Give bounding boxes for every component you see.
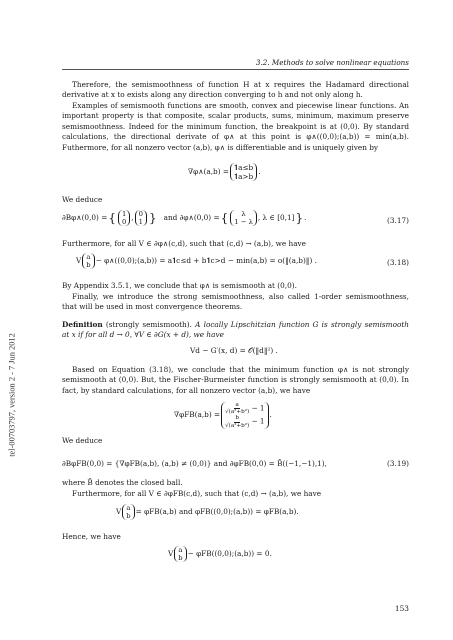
matrix-grad-fb: $\frac{a}{\text{√(a²+b²)}}$ − 1 $\frac{b}{\text{√(a²+b²)}}$ − 1: [221, 402, 268, 429]
equation-3-18: V a b − φ∧((0,0);(a,b)) = a𝟏c≤d + b𝟏c>d − min(a,b) = o(‖(a,b)‖) . (3.18): [76, 253, 409, 269]
equation-fb-zero: V a b − φFB((0,0);(a,b)) = 0.: [168, 546, 272, 562]
paragraph-9: where B̄ denotes the closed ball.: [62, 478, 183, 487]
paragraph-5: By Appendix 3.5.1, we conclude that φ∧ is semismooth at (0,0).: [62, 281, 297, 290]
equation-grad-min: ∇φ∧(a,b) = 𝟏a≤b 𝟏a>b .: [188, 163, 261, 181]
running-header: 3.2. Methods to solve nonlinear equations: [255, 58, 409, 67]
paragraph-4: Furthermore, for all V ∈ ∂φ∧(c,d), such that (c,d) → (a,b), we have: [62, 239, 306, 248]
hal-id-text: tel-00703797, version 2 - 7 Jun 2012: [7, 333, 17, 457]
paragraph-11: Hence, we have: [62, 532, 121, 541]
paragraph-6: Finally, we introduce the strong semismoothness, also called 1-order semismoothness, that will be used in most convergence theorems.: [62, 292, 409, 312]
matrix-grad-min: 𝟏a≤b 𝟏a>b: [230, 163, 257, 181]
equation-3-17: ∂Bφ∧(0,0) = { 1 0 , 0 1 } and ∂φ∧(0,0) = { λ 1 − λ , λ ∈ [0,1] } . (3.17): [62, 210, 409, 226]
paragraph-10: Furthermore, for all V ∈ ∂φFB(c,d), such that (c,d) → (a,b), we have: [72, 489, 322, 498]
paragraph-7: Based on Equation (3.18), we conclude that the minimum function φ∧ is not strongly semismooth at (0,0). But, the Fischer-Burmeister function is strongly semismooth at (0,0). In fact, by standard calculations, for all nonzero vector (a,b), we have: [62, 365, 409, 395]
equation-number-3-19: (3.19): [387, 459, 409, 468]
hal-id-sidebar: [3, 180, 21, 610]
equation-fb-directional: V a b = φFB(a,b) and φFB((0,0);(a,b)) = φFB(a,b).: [116, 504, 299, 520]
header-rule: [62, 69, 409, 70]
page-number: 153: [394, 604, 409, 613]
paragraph-3: We deduce: [62, 195, 103, 204]
equation-grad-fb: ∇φFB(a,b) = $\frac{a}{\text{√(a²+b²)}}$ − 1 $\frac{b}{\text{√(a²+b²)}}$ − 1 .: [174, 402, 272, 429]
paragraph-8: We deduce: [62, 436, 103, 445]
paragraph-2: Examples of semismooth functions are smooth, convex and piecewise linear functions. An important property is that composite, scalar products, sums, minimum, maximum preserve semismoothness. Indeed for the minimum function, the breakpoint is at (0,0). By standard calculations, the directional derivate of φ∧ at this point is φ∧((0,0);(a,b)) = min(a,b). Futhermore, for all nonzero vector (a,b), φ∧ is differentiable and is uniquely given by: [62, 101, 409, 152]
equation-number-3-17: (3.17): [387, 216, 409, 225]
paragraph-1: Therefore, the semismoothness of function H at x requires the Hadamard directional derivative at x to exists along any direction converging to h and not only along h.: [62, 80, 409, 100]
equation-definition: Vd − G′(x, d) = 𝒪(‖d‖²) .: [190, 346, 278, 355]
equation-3-19: ∂BφFB(0,0) = {∇φFB(a,b), (a,b) ≠ (0,0)} and ∂φFB(0,0) = B̄((−1,−1),1), (3.19): [62, 459, 409, 468]
equation-number-3-18: (3.18): [387, 258, 409, 267]
definition-strongly-semismooth: Definition (strongly semismooth). A locally Lipschitzian function G is strongly semismooth at x if for all d → 0, ∀V ∈ ∂G(x + d), we have: [62, 320, 409, 340]
